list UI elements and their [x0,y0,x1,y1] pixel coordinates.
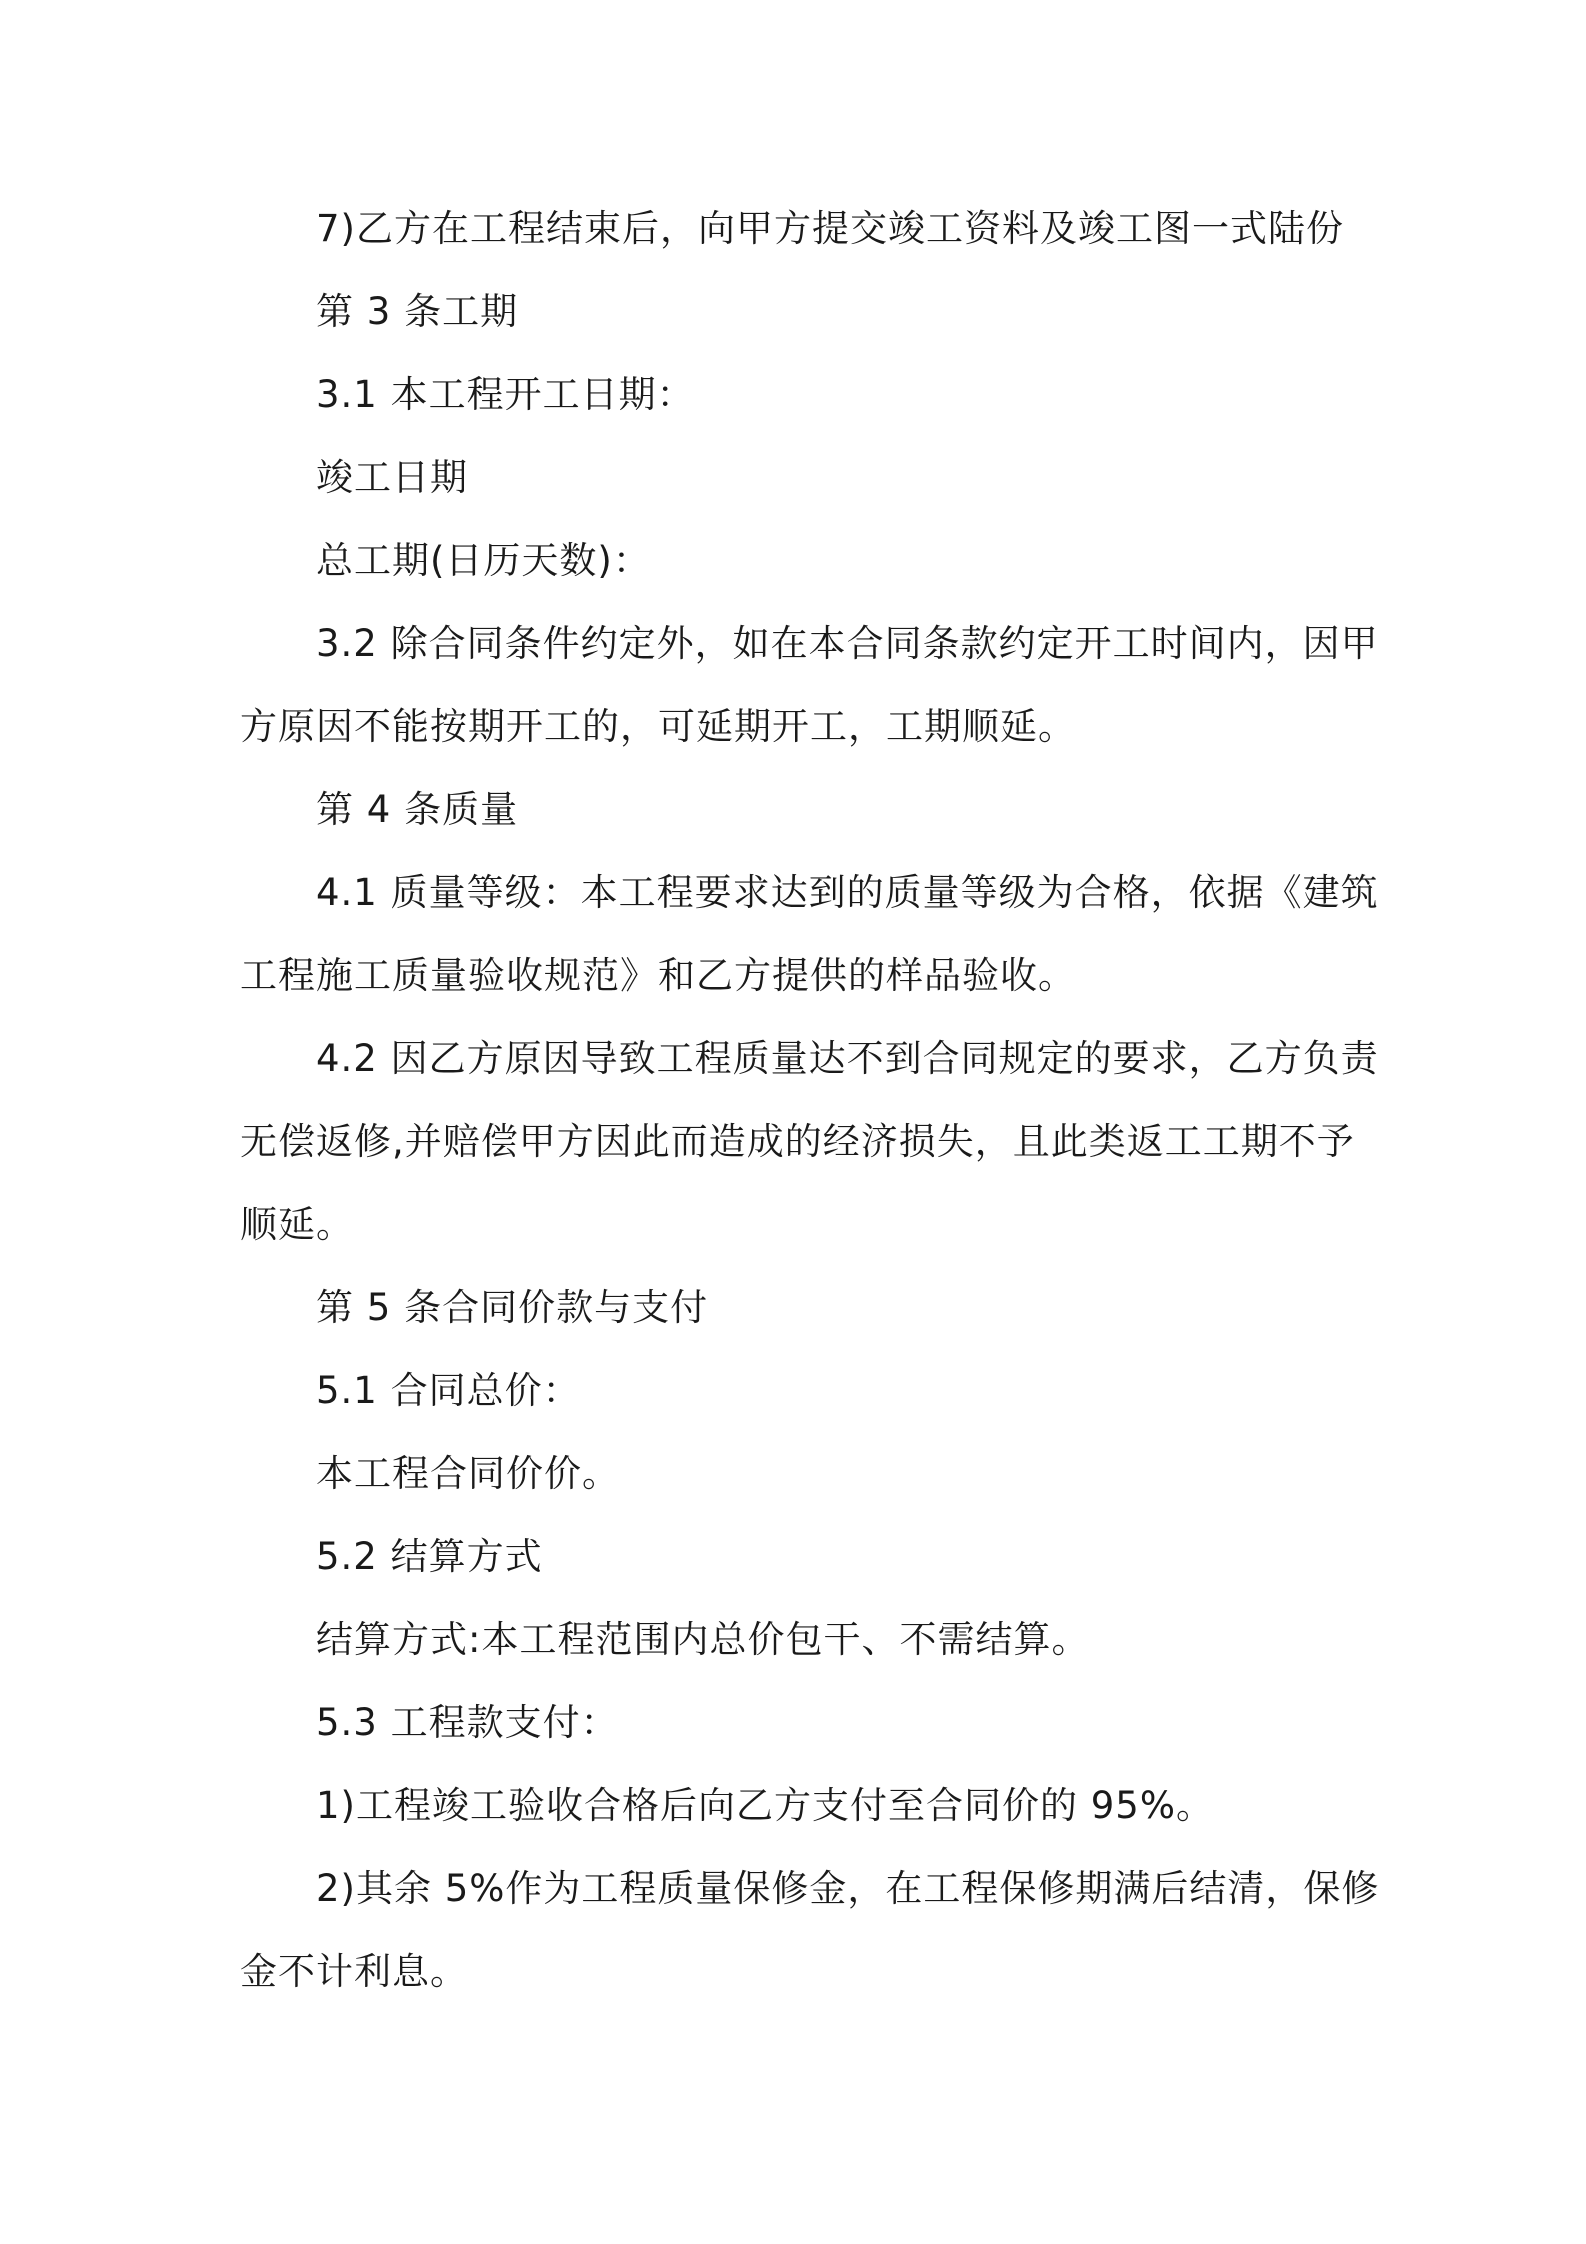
clause-3-1-start-date: 3.1 本工程开工日期： [316,373,695,416]
clause-4-1-line-2: 工程施工质量验收规范》和乙方提供的样品验收。 [240,954,1076,997]
clause-3-1-total-duration: 总工期(日历天数)： [316,539,651,582]
clause-4-2-line-1: 4.2 因乙方原因导致工程质量达不到合同规定的要求，乙方负责 [316,1037,1379,1080]
clause-3-heading: 第 3 条工期 [316,290,519,333]
clause-4-1-line-1: 4.1 质量等级：本工程要求达到的质量等级为合格，依据《建筑 [316,871,1379,914]
clause-2-item-7: 7)乙方在工程结束后，向甲方提交竣工资料及竣工图一式陆份 [316,207,1344,250]
clause-3-2-line-1: 3.2 除合同条件约定外，如在本合同条款约定开工时间内，因甲 [316,622,1379,665]
clause-5-heading: 第 5 条合同价款与支付 [316,1286,709,1329]
clause-4-2-line-3: 顺延。 [240,1203,354,1246]
clause-4-heading: 第 4 条质量 [316,788,519,831]
clause-5-1-body: 本工程合同价价。 [316,1452,620,1495]
clause-5-2-heading: 5.2 结算方式 [316,1535,543,1578]
clause-5-1-heading: 5.1 合同总价： [316,1369,581,1412]
clause-4-2-line-2: 无偿返修,并赔偿甲方因此而造成的经济损失，且此类返工工期不予 [240,1120,1355,1163]
clause-5-3-item-2-line-1: 2)其余 5%作为工程质量保修金，在工程保修期满后结清，保修 [316,1867,1380,1910]
clause-3-1-completion-date: 竣工日期 [316,456,468,499]
clause-5-3-item-1: 1)工程竣工验收合格后向乙方支付至合同价的 95%。 [316,1784,1214,1827]
clause-5-2-body: 结算方式:本工程范围内总价包干、不需结算。 [316,1618,1090,1661]
clause-3-2-line-2: 方原因不能按期开工的，可延期开工，工期顺延。 [240,705,1076,748]
clause-5-3-heading: 5.3 工程款支付： [316,1701,619,1744]
clause-5-3-item-2-line-2: 金不计利息。 [240,1950,468,1993]
